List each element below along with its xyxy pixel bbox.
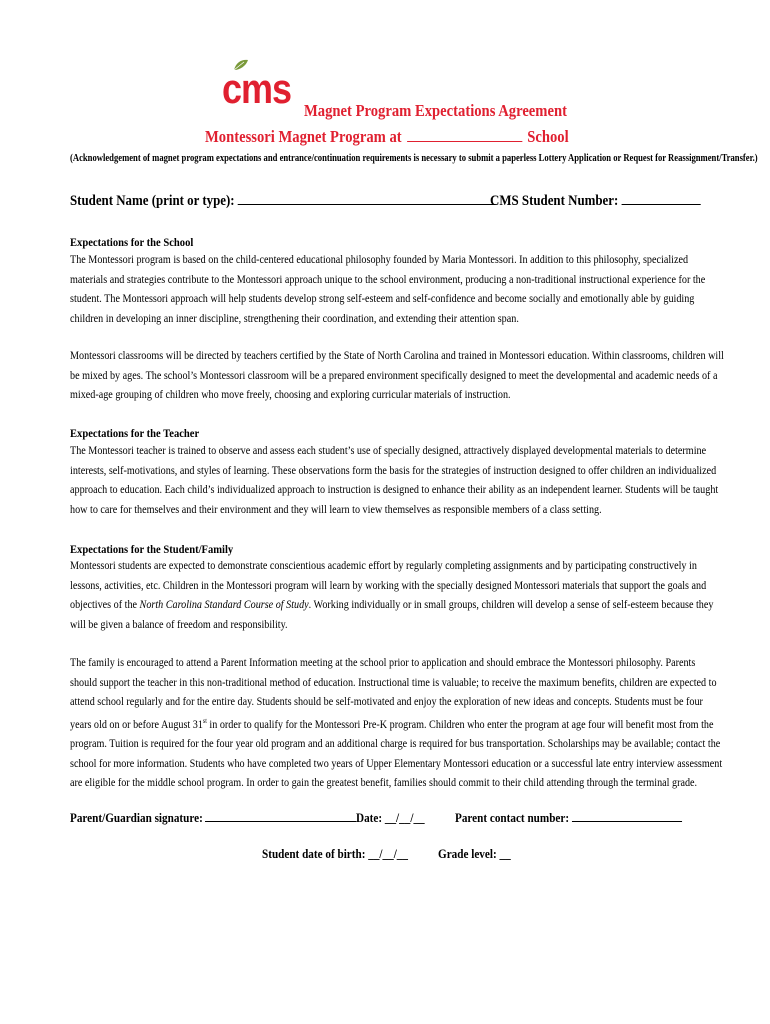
cms-student-number-field — [490, 192, 701, 210]
date-field — [356, 810, 425, 826]
cms-logo — [222, 56, 294, 114]
text-line: mixed-age grouping of children who move freely, choosing and exploring curricular materials of instruction. — [70, 387, 511, 401]
document-title: Magnet Program Expectations Agreement — [304, 101, 567, 120]
school-name-blank[interactable] — [407, 127, 522, 142]
text-line: student. The Montessori approach will help students develop strong self-esteem and self-confidence and become socially and emotionally able by guiding — [70, 291, 695, 305]
cms-student-number-blank[interactable] — [622, 192, 701, 205]
parent-signature-label: Parent/Guardian signature: — [70, 810, 203, 825]
parent-signature-blank[interactable] — [205, 810, 356, 822]
text-line: program. Tuition is required for the four year old program and an additional charge is required for bus transportation. Scholarships may be available; contact the — [70, 736, 721, 750]
text-line: interests, self-motivations, and styles of learning. These observations form the basis for the strategies of instruction designed to offer children an individualized — [70, 462, 717, 477]
text-line — [70, 712, 714, 735]
parent-contact-field — [455, 810, 682, 826]
student-name-label: Student Name (print or type): — [70, 193, 235, 209]
teacher-section-heading: Expectations for the Teacher — [70, 426, 200, 440]
school-paragraph-2 — [70, 346, 724, 405]
text-line: approach to education. Each child’s individualized approach to instruction is designed to enhance their ability as an independent learner. Students will be taught — [70, 482, 719, 496]
school-paragraph-1 — [70, 250, 706, 328]
logo-text: cms — [222, 64, 292, 112]
student-dob-field — [262, 846, 408, 862]
school-section-heading: Expectations for the School — [70, 235, 194, 249]
text-line — [70, 595, 714, 615]
text-line: Montessori students are expected to demonstrate conscientious academic effort by regularly completing assignments and by participating constructively in — [70, 558, 697, 572]
text-fragment: in order to qualify for the Montessori Pre-K program. Children who enter the program at age four will benefit most from the — [206, 716, 714, 731]
student-dob-label: Student date of birth: — [262, 846, 366, 861]
date-blank[interactable]: __/__/__ — [384, 810, 425, 825]
text-line: be mixed by ages. The school’s Montessori classroom will be a prepared environment specifically designed to meet the developmental and academic needs of a — [70, 367, 718, 382]
program-title-prefix: Montessori Magnet Program at — [205, 127, 402, 146]
parent-contact-label: Parent contact number: — [455, 810, 570, 825]
course-of-study-title: North Carolina Standard Course of Study — [139, 597, 309, 611]
text-line: should support the teacher in this non-traditional method of education. Instructional time is valuable; to receive the maximum benefits, children are expected to — [70, 674, 717, 689]
text-fragment: years old on or before August 31 — [70, 716, 203, 731]
parent-signature-field — [70, 810, 357, 826]
student-name-blank[interactable] — [238, 192, 496, 205]
text-line: lessons, activities, etc. Children in the Montessori program will learn by working with the specially designed Montessori materials that support the goals and — [70, 577, 707, 592]
text-fragment: objectives of the — [70, 597, 140, 611]
cms-student-number-label: CMS Student Number: — [490, 193, 619, 209]
text-line: materials and strategies contribute to the Montessori approach unique to the school environment, producing a non-traditional instructional experience for the — [70, 271, 706, 286]
grade-level-label: Grade level: — [438, 846, 497, 861]
text-line: attend school regularly and for the entire day. Students should be self-motivated and enjoy the exploration of new ideas and concepts. Students must be four — [70, 694, 703, 708]
date-label: Date: — [356, 810, 383, 825]
text-line: school for more information. Students who have completed two years of Upper Elementary Montessori education or a successful late entry interview assessment — [70, 755, 723, 770]
text-line: The Montessori program is based on the child-centered educational philosophy founded by Maria Montessori. In addition to this philosophy, specialized — [70, 252, 689, 266]
teacher-paragraph — [70, 441, 719, 519]
grade-level-blank[interactable]: __ — [499, 846, 511, 861]
text-line: are eligible for the middle school program. In order to gain the greatest benefit, families should commit to their child attending through the terminal grade. — [70, 775, 698, 789]
acknowledgement-note: (Acknowledgement of magnet program expectations and entrance/continuation requirements is necessary to submit a paperless Lottery Application or Request for Reassignment/Transfer.) — [70, 153, 758, 164]
text-line: Montessori classrooms will be directed by teachers certified by the State of North Carolina and trained in Montessori education. Within classrooms, children will — [70, 348, 724, 362]
text-line: how to care for themselves and their environment and they will learn to view themselves as responsible members of a class setting. — [70, 501, 602, 516]
family-paragraph-1 — [70, 556, 714, 634]
text-fragment: . Working individually or in small groups, children will develop a sense of self-esteem because they — [308, 597, 714, 611]
grade-level-field — [438, 846, 511, 862]
student-name-field — [70, 192, 496, 210]
student-dob-blank[interactable]: __/__/__ — [368, 846, 408, 861]
parent-contact-blank[interactable] — [572, 810, 682, 822]
ordinal-suffix: st — [202, 716, 207, 725]
program-title — [205, 127, 569, 147]
text-line: The family is encouraged to attend a Parent Information meeting at the school prior to application and should embrace the Montessori philosophy. Parents — [70, 655, 696, 669]
family-paragraph-2 — [70, 653, 723, 793]
program-title-suffix: School — [527, 127, 569, 146]
text-line: will be given a balance of freedom and responsibility. — [70, 616, 288, 631]
family-section-heading: Expectations for the Student/Family — [70, 542, 234, 556]
text-line: The Montessori teacher is trained to observe and assess each student’s use of specially designed, attractively displayed developmental materials to determine — [70, 443, 707, 457]
text-line: children in developing an inner discipline, strengthening their coordination, and extending their attention span. — [70, 310, 519, 325]
